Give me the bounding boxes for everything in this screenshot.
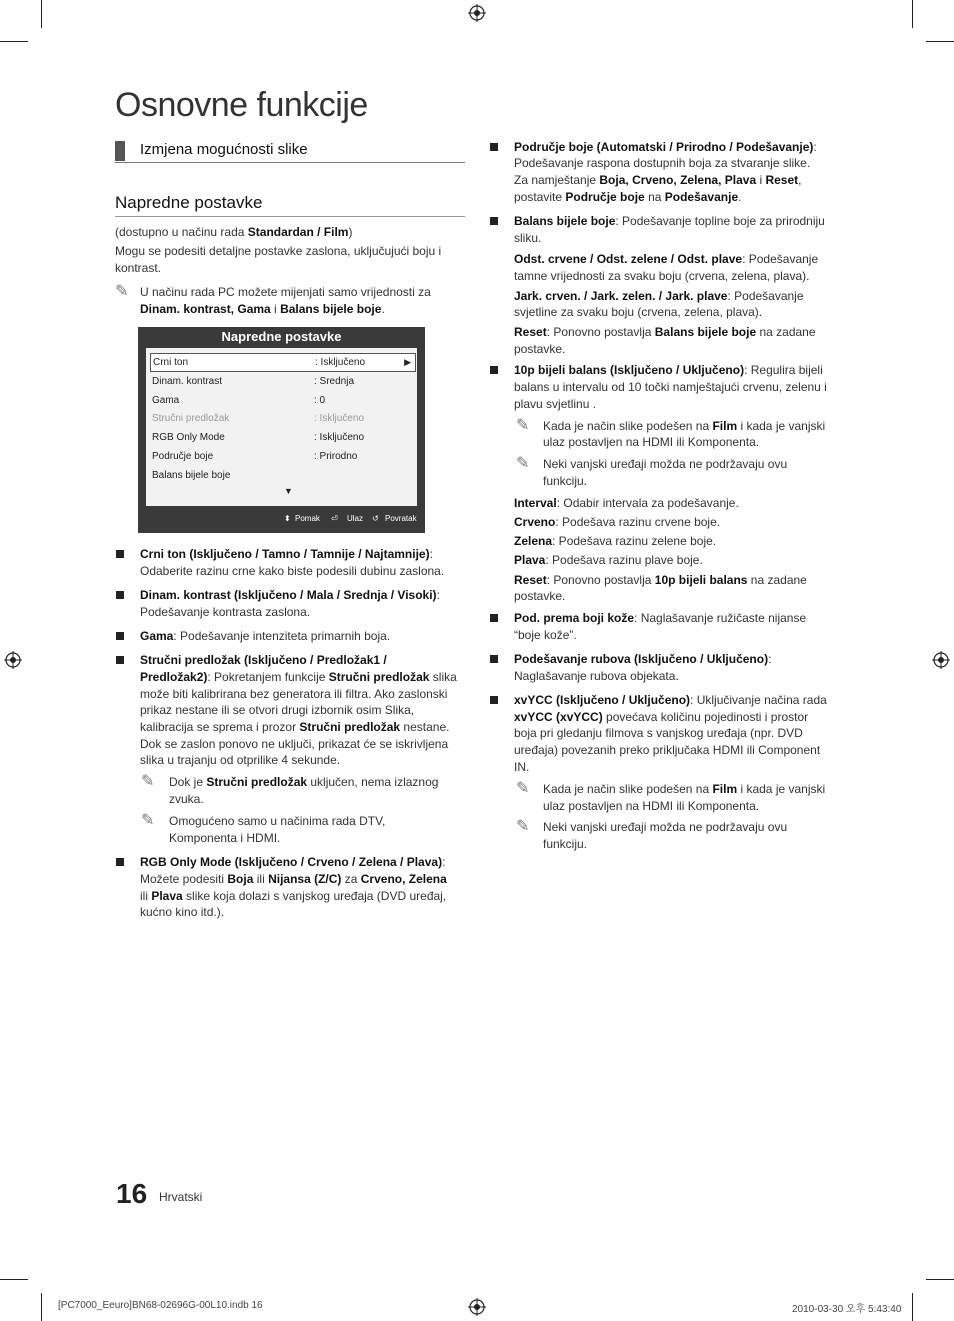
item-rubovi: Podešavanje rubova (Isključeno / Uključeno): [514, 652, 772, 666]
crop-mark [926, 1279, 954, 1280]
item-10p-line3: plavu svjetlinu . [514, 397, 597, 411]
item-balans: Balans bijele boje: Podešavanje topline boje za prirodniju [514, 214, 825, 228]
availability-text: (dostupno u načinu rada Standardan / Film) [115, 225, 353, 239]
balans-jark: Jark. crven. / Jark. zelen. / Jark. plave: Podešavanje [514, 289, 804, 303]
item-pod-koze: Pod. prema boji kože: Naglašavanje ružičaste nijanse [514, 611, 807, 625]
item-10p-line2: balans u intervalu od 10 točki namještajući crvenu, zelenu i [514, 380, 827, 394]
crop-mark [912, 1293, 913, 1321]
menu-row-gama[interactable]: Gama : 0 [152, 395, 326, 406]
item-strucni-line2: Predložak2): Pokretanjem funkcije Stručni predložak slika [140, 670, 457, 684]
10p-plava: Plava: Podešava razinu plave boje. [514, 553, 703, 567]
footer-file: [PC7000_Eeuro]BN68-02696G-00L10.indb 16 [58, 1300, 263, 1311]
note-icon: ✎ [141, 812, 155, 829]
xvycc-note1: Kada je način slike podešen na Film i kada je vanjski [543, 782, 826, 796]
updown-icon: ⬍ [284, 514, 291, 523]
intro-note-line2: Dinam. kontrast, Gama i Balans bijele boje. [140, 302, 385, 316]
bullet-icon [490, 366, 498, 374]
item-strucni-line3: može biti kalibrirana bez generatora ili filtra. Ako zaslonski [140, 687, 448, 701]
footer-move-label: Pomak [295, 514, 320, 523]
menu-row-strucni-predlozak: Stručni predložak : Isključeno [152, 413, 365, 424]
xvycc-note2: Neki vanjski uređaji možda ne podržavaju ovu [543, 820, 788, 834]
bullet-icon [490, 696, 498, 704]
section-heading [115, 139, 465, 163]
menu-footer [138, 509, 425, 529]
note-icon: ✎ [141, 773, 155, 790]
item-rgb: RGB Only Mode (Isključeno / Crveno / Zelena / Plava): [140, 855, 446, 869]
right-arrow-icon: ▶ [404, 357, 411, 367]
balans-jark-line2: svjetline za svaku boju (crvena, zelena, plava). [514, 305, 763, 319]
page-language: Hrvatski [159, 1190, 203, 1204]
item-gama: Gama: Podešavanje intenziteta primarnih boja. [140, 629, 391, 643]
crop-mark [0, 41, 28, 42]
10p-crveno: Crveno: Podešava razinu crvene boje. [514, 515, 721, 529]
balans-reset-line2: postavke. [514, 342, 566, 356]
crop-mark [41, 0, 42, 28]
page-title: Osnovne funkcije [115, 86, 368, 124]
footer-date: 2010-03-30 오후 5:43:40 [792, 1304, 902, 1315]
item-podrucje-line4: postavite Područje boje na Podešavanje. [514, 190, 742, 204]
item-xvycc-line3: boja pri gledanju filmova s vanjskog uređaja (npr. DVD [514, 726, 803, 740]
note-icon: ✎ [516, 780, 530, 797]
strucni-note2-line2: Komponenta i HDMI. [169, 831, 281, 845]
item-podrucje: Područje boje (Automatski / Prirodno / Podešavanje): [514, 140, 817, 154]
scroll-down-icon[interactable]: ▼ [284, 486, 293, 496]
10p-note2: Neki vanjski uređaji možda ne podržavaju ovu [543, 457, 788, 471]
10p-interval: Interval: Odabir intervala za podešavanje. [514, 496, 739, 510]
item-dinam: Dinam. kontrast (Isključeno / Mala / Srednja / Visoki): [140, 588, 440, 602]
footer-back-label: Povratak [385, 514, 417, 523]
item-strucni-line4: prikaz nestane ili se otvori drugi izbornik osim Slika, [140, 703, 415, 717]
xvycc-note2-line2: funkciju. [543, 837, 588, 851]
10p-note2-line2: funkciju. [543, 474, 588, 488]
menu-row-crni-ton[interactable]: Crni ton : Isključeno ▶ [150, 353, 416, 372]
bullet-icon [490, 217, 498, 225]
crop-mark [926, 41, 954, 42]
crop-mark [41, 1293, 42, 1321]
item-strucni-line5: kalibracija se sprema i prozor Stručni predložak nestane. [140, 720, 450, 734]
intro-note: U načinu rada PC možete mijenjati samo vrijednosti za [140, 285, 431, 299]
menu-row-podrucje-boje[interactable]: Područje boje : Prirodno [152, 451, 358, 462]
bullet-icon [116, 858, 124, 866]
item-rgb-line3: ili Plava slike koja dolazi s vanjskog uređaja (DVD uređaj, [140, 889, 447, 903]
item-podrucje-line3: Za namještanje Boja, Crveno, Zelena, Plava i Reset, [514, 173, 802, 187]
item-crni-ton: Crni ton (Isključeno / Tamno / Tamnije / Najtamnije): [140, 547, 433, 561]
strucni-note1: Dok je Stručni predložak uključen, nema izlaznog [169, 775, 439, 789]
balans-odst-line2: tamne vrijednosti za svaku boju (crvena, zelena, plava). [514, 269, 810, 283]
bullet-icon [116, 632, 124, 640]
item-strucni-line7: slika u trajanju od otprilike 4 sekunde. [140, 753, 341, 767]
enter-icon: ⏎ [331, 514, 338, 523]
registration-mark-icon [932, 651, 950, 669]
item-crni-ton-desc: Odaberite razinu crne kako biste podesili dubinu zaslona. [140, 564, 445, 578]
item-xvycc: xvYCC (Isključeno / Uključeno): Uključivanje načina rada [514, 693, 827, 707]
note-icon: ✎ [115, 283, 129, 300]
strucni-note2: Omogućeno samo u načinima rada DTV, [169, 814, 386, 828]
registration-mark-icon [468, 4, 486, 22]
menu-body [146, 348, 417, 506]
registration-mark-icon [468, 1298, 486, 1316]
item-xvycc-line4: uređaja) povezanih preko priključaka HDMI ili Component [514, 743, 821, 757]
item-podrucje-line2: Podešavanje raspona dostupnih boja za stvaranje slike. [514, 156, 811, 170]
menu-row-rgb-only[interactable]: RGB Only Mode : Isključeno [152, 432, 365, 443]
item-strucni-line6: Dok se zaslon ponovo ne uključi, prikazat će se iskrivljena [140, 737, 449, 751]
strucni-note1-line2: zvuka. [169, 792, 204, 806]
subsection-title: Napredne postavke [115, 193, 465, 217]
balans-odst: Odst. crvene / Odst. zelene / Odst. plave: Podešavanje [514, 252, 819, 266]
item-xvycc-line5: IN. [514, 760, 530, 774]
item-rgb-line2: Možete podesiti Boja ili Nijansa (Z/C) za Crveno, Zelena [140, 872, 447, 886]
registration-mark-icon [4, 651, 22, 669]
item-rgb-line4: kućno kino itd.). [140, 905, 225, 919]
item-dinam-desc: Podešavanje kontrasta zaslona. [140, 605, 311, 619]
crop-mark [0, 1279, 28, 1280]
item-10p: 10p bijeli balans (Isključeno / Uključeno): Regulira bijeli [514, 363, 823, 377]
crop-mark [912, 0, 913, 28]
item-xvycc-line2: xvYCC (xvYCC) povećava količinu pojedinosti i prostor [514, 710, 809, 724]
item-rubovi-line2: Naglašavanje rubova objekata. [514, 669, 679, 683]
menu-row-dinam-kontrast[interactable]: Dinam. kontrast : Srednja [152, 376, 355, 387]
note-icon: ✎ [516, 455, 530, 472]
page-number: 16 [116, 1178, 148, 1209]
menu-row-balans-bijele[interactable]: Balans bijele boje [152, 470, 231, 481]
xvycc-note1-line2: ulaz postavljen na HDMI ili Komponenta. [543, 799, 760, 813]
bullet-icon [116, 591, 124, 599]
section-marker [115, 141, 125, 161]
balans-reset: Reset: Ponovno postavlja Balans bijele boje na zadane [514, 325, 816, 339]
bullet-icon [490, 143, 498, 151]
bullet-icon [490, 655, 498, 663]
intro-description: Mogu se podesiti detaljne postavke zaslona, uključujući boju i kontrast. [115, 244, 442, 275]
bullet-icon [116, 656, 124, 664]
section-title: Izmjena mogućnosti slike [140, 141, 308, 158]
menu-header: Napredne postavke [221, 329, 342, 344]
osd-menu [138, 327, 425, 533]
item-balans-line2: sliku. [514, 231, 542, 245]
bullet-icon [490, 614, 498, 622]
bullet-icon [116, 550, 124, 558]
item-strucni: Stručni predložak (Isključeno / Predložak1 / [140, 653, 387, 667]
footer-enter-label: Ulaz [347, 514, 364, 523]
return-icon: ↺ [372, 514, 379, 523]
10p-note1-line2: ulaz postavljen na HDMI ili Komponenta. [543, 435, 760, 449]
note-icon: ✎ [516, 417, 530, 434]
10p-reset-line2: postavke. [514, 589, 566, 603]
10p-reset: Reset: Ponovno postavlja 10p bijeli balans na zadane [514, 573, 807, 587]
10p-note1: Kada je način slike podešen na Film i kada je vanjski [543, 419, 826, 433]
note-icon: ✎ [516, 818, 530, 835]
item-pod-koze-line2: “boje kože”. [514, 628, 577, 642]
10p-zelena: Zelena: Podešava razinu zelene boje. [514, 534, 717, 548]
